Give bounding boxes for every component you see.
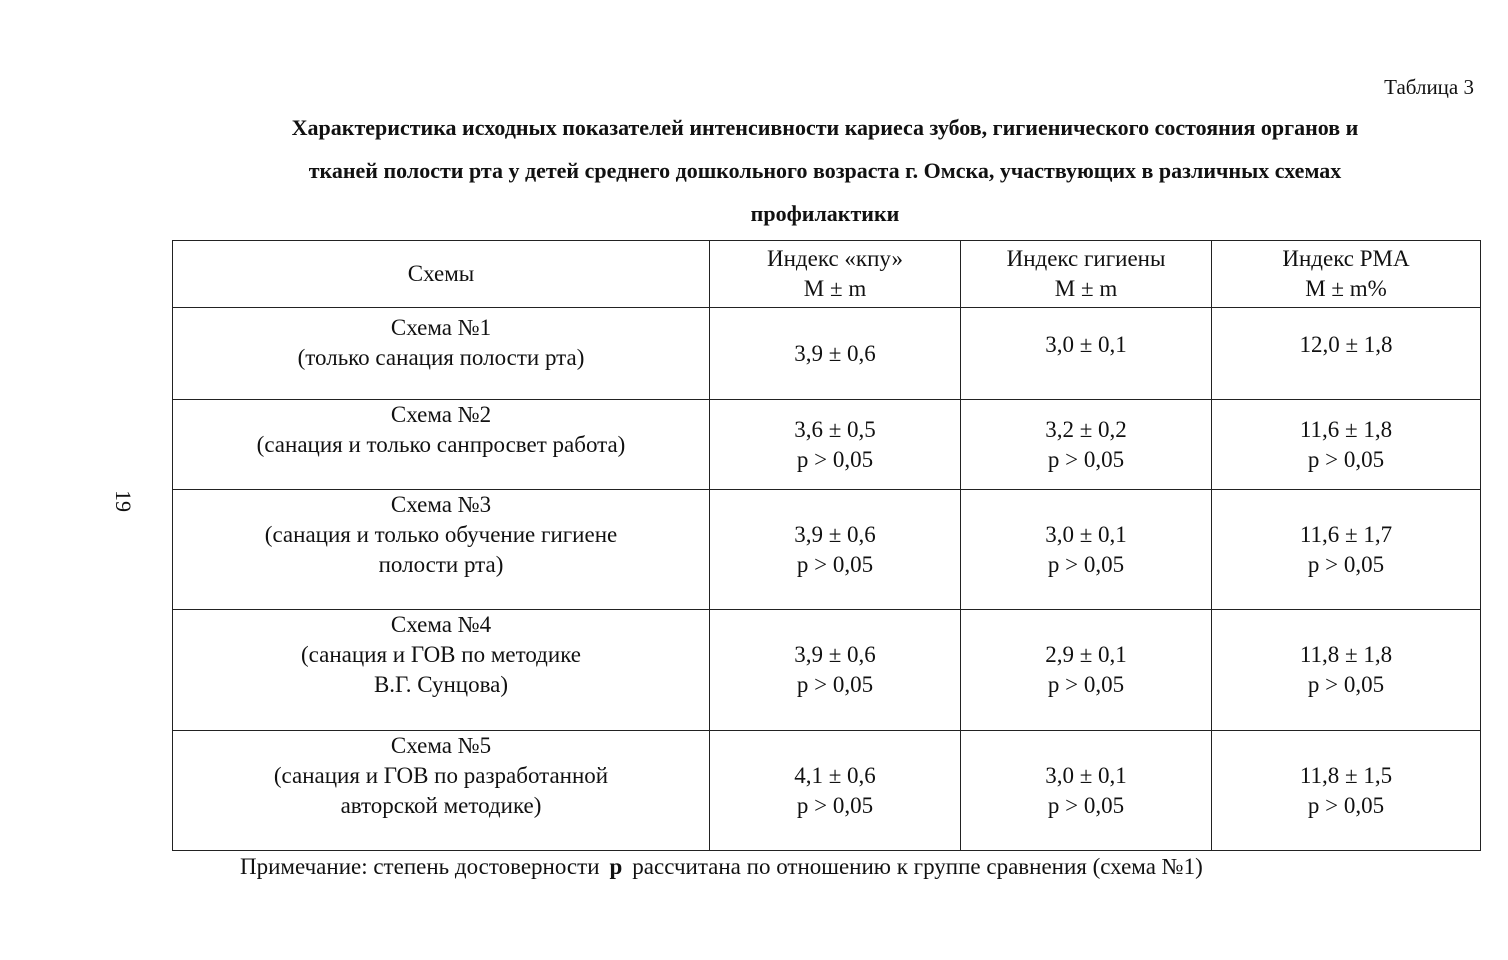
scheme-description: авторской методике) xyxy=(340,793,542,818)
page-number: 19 xyxy=(111,490,136,512)
hygiene-value: 2,9 ± 0,1 xyxy=(1045,642,1127,667)
scheme-title: Схема №3 xyxy=(390,492,492,517)
hygiene-significance: р > 0,05 xyxy=(1047,792,1125,818)
hygiene-cell xyxy=(961,490,1212,610)
pma-cell xyxy=(1212,400,1481,490)
kpu-value: 3,9 ± 0,6 xyxy=(794,340,876,366)
scheme-description: (санация и ГОВ по методике xyxy=(300,642,582,667)
scheme-title: Схема №2 xyxy=(390,402,492,427)
pma-value: 11,8 ± 1,5 xyxy=(1299,762,1393,788)
table-row xyxy=(173,610,1481,731)
scheme-title: Схема №4 xyxy=(390,612,492,637)
pma-cell xyxy=(1212,308,1481,400)
kpu-cell xyxy=(710,400,961,490)
header-hygiene xyxy=(961,241,1212,308)
scheme-description: (санация и только обучение гигиене xyxy=(264,522,618,547)
note-suffix: рассчитана по отношению к группе сравнения (схема №1) xyxy=(632,854,1203,879)
kpu-significance: р > 0,05 xyxy=(796,551,874,577)
hygiene-significance: р > 0,05 xyxy=(1047,446,1125,472)
hygiene-value: 3,0 ± 0,1 xyxy=(1045,332,1127,357)
scheme-cell xyxy=(173,308,710,400)
table-row xyxy=(173,731,1481,851)
pma-value: 11,6 ± 1,8 xyxy=(1299,416,1393,442)
header-kpu xyxy=(710,241,961,308)
note-symbol: р xyxy=(609,854,623,879)
scheme-cell xyxy=(173,610,710,731)
caption-line: тканей полости рта у детей среднего дошкольного возраста г. Омска, участвующих в различных схемах xyxy=(308,158,1342,183)
scheme-description: полости рта) xyxy=(378,552,504,577)
scheme-description: (только санация полости рта) xyxy=(297,344,585,370)
header-text: Индекс гигиены xyxy=(1006,246,1166,271)
table-row xyxy=(173,490,1481,610)
scheme-description: (санация и только санпросвет работа) xyxy=(256,432,626,457)
results-table xyxy=(172,240,1481,851)
header-subtext: M ± m% xyxy=(1305,276,1387,301)
note-prefix: Примечание: степень достоверности xyxy=(240,854,600,879)
kpu-cell xyxy=(710,490,961,610)
caption-line: профилактики xyxy=(750,201,900,226)
table-row xyxy=(173,400,1481,490)
pma-significance: р > 0,05 xyxy=(1307,672,1385,697)
table-note xyxy=(240,852,1203,882)
hygiene-significance: р > 0,05 xyxy=(1047,551,1125,577)
pma-cell xyxy=(1212,610,1481,731)
scheme-cell xyxy=(173,400,710,490)
header-text: Схемы xyxy=(407,261,475,286)
scheme-title: Схема №1 xyxy=(390,314,492,340)
kpu-cell xyxy=(710,731,961,851)
hygiene-value: 3,0 ± 0,1 xyxy=(1045,762,1127,788)
caption-line: Характеристика исходных показателей интенсивности кариеса зубов, гигиенического состояния органов и xyxy=(291,115,1359,140)
kpu-significance: р > 0,05 xyxy=(796,446,874,472)
table-caption xyxy=(170,106,1480,235)
table-row xyxy=(173,308,1481,400)
hygiene-cell xyxy=(961,308,1212,400)
pma-value: 11,6 ± 1,7 xyxy=(1299,521,1393,547)
header-pma xyxy=(1212,241,1481,308)
table-header-row xyxy=(173,241,1481,308)
kpu-significance: р > 0,05 xyxy=(796,792,874,818)
kpu-significance: р > 0,05 xyxy=(796,672,874,697)
kpu-value: 3,6 ± 0,5 xyxy=(794,416,876,442)
header-subtext: M ± m xyxy=(803,276,867,301)
kpu-cell xyxy=(710,308,961,400)
scheme-description: (санация и ГОВ по разработанной xyxy=(273,763,609,788)
table-label: Таблица 3 xyxy=(1384,75,1474,99)
pma-cell xyxy=(1212,731,1481,851)
hygiene-significance: р > 0,05 xyxy=(1047,672,1125,697)
kpu-cell xyxy=(710,610,961,731)
pma-significance: р > 0,05 xyxy=(1307,551,1385,577)
header-subtext: M ± m xyxy=(1054,276,1118,301)
kpu-value: 3,9 ± 0,6 xyxy=(794,521,876,547)
header-text: Индекс РМА xyxy=(1282,246,1410,271)
hygiene-value: 3,2 ± 0,2 xyxy=(1045,416,1127,442)
hygiene-cell xyxy=(961,731,1212,851)
header-schemes xyxy=(173,241,710,308)
scheme-cell xyxy=(173,490,710,610)
pma-significance: р > 0,05 xyxy=(1307,446,1385,472)
scheme-description: В.Г. Сунцова) xyxy=(373,672,509,697)
hygiene-cell xyxy=(961,610,1212,731)
kpu-value: 3,9 ± 0,6 xyxy=(794,642,876,667)
pma-value: 12,0 ± 1,8 xyxy=(1299,332,1393,357)
hygiene-cell xyxy=(961,400,1212,490)
pma-cell xyxy=(1212,490,1481,610)
header-text: Индекс «кпу» xyxy=(767,246,903,271)
scheme-cell xyxy=(173,731,710,851)
pma-value: 11,8 ± 1,8 xyxy=(1299,642,1393,667)
kpu-value: 4,1 ± 0,6 xyxy=(794,762,876,788)
scheme-title: Схема №5 xyxy=(390,733,492,758)
hygiene-value: 3,0 ± 0,1 xyxy=(1045,521,1127,547)
pma-significance: р > 0,05 xyxy=(1307,792,1385,818)
